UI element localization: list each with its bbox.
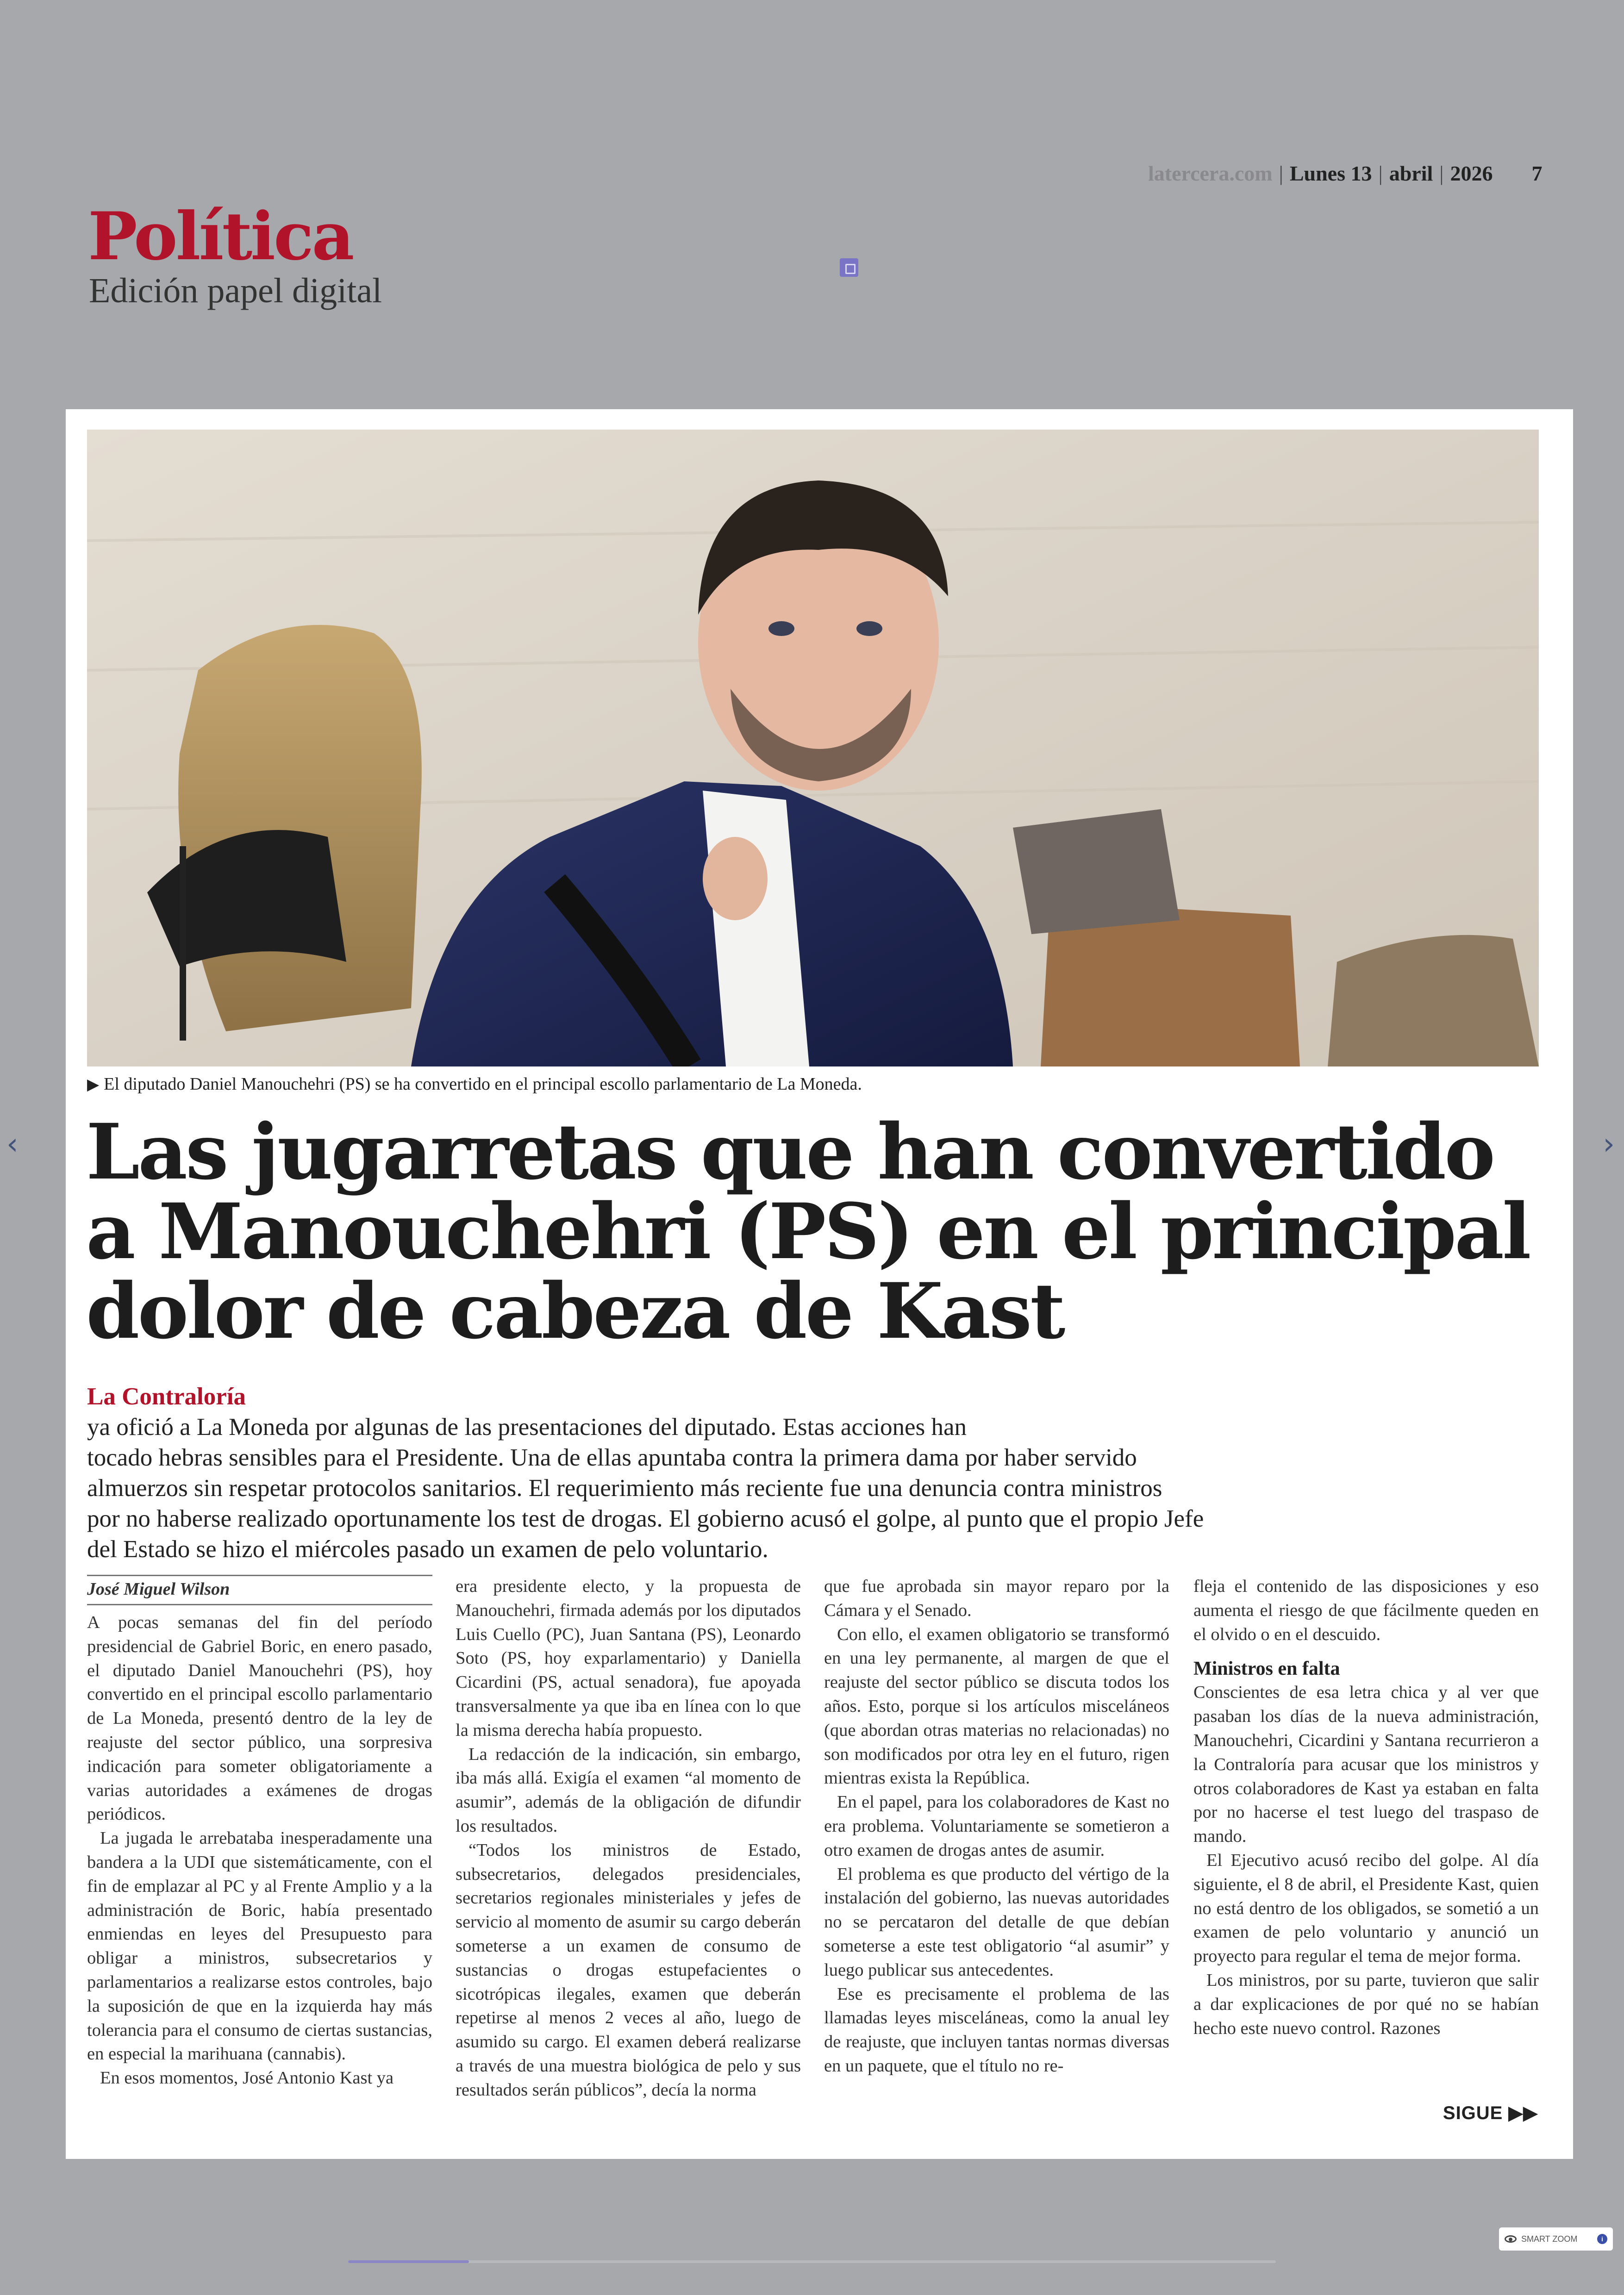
body-paragraph: El Ejecutivo acusó recibo del golpe. Al día siguiente, el 8 de abril, el Presidente Kast, quien no está dentro de los obligados, se sometió a un examen de pelo voluntario y anunció un proyecto para regular el tema de mejor forma. [1193,1850,1539,1966]
headline-line: dolor de cabeza de Kast [86,1266,1064,1356]
headline-line: a Manouchehri (PS) en el principal [86,1186,1530,1276]
site-name[interactable]: latercera.com [1148,162,1273,185]
smart-zoom-button[interactable] [1499,2227,1613,2251]
lede-line [87,1381,1448,1442]
body-paragraph: Con ello, el examen obligatorio se transformó en una ley permanente, al margen de que el reajuste del sector público se discuta todos los años. Esto, porque si los artículos misceláneos (que abordan otras materias no relacionadas) no son modificados por otra ley en el futuro, rigen mientras exista la República. [824,1624,1169,1788]
progress-fill [348,2260,469,2263]
divider: | [1439,162,1444,185]
body-paragraph: El problema es que producto del vértigo de la instalación del gobierno, las nuevas autoridades no se percataron del detalle de que debían someterse a este test obligatorio “al asumir” y luego publicar sus antecedentes. [824,1864,1169,1980]
body-paragraph: En esos momentos, José Antonio Kast ya [100,2068,394,2088]
body-paragraph: A pocas semanas del fin del período presidencial de Gabriel Boric, en enero pasado, el diputado Daniel Manouchehri (PS), hoy convertido en el principal escollo parlamentario de La Moneda, presentó dentro de la ley de reajuste del sector público, una sorpresiva indicación para someter obligatoriamente a varias autoridades a exámenes de drogas periódicos. [87,1613,432,1824]
body-paragraph: La jugada le arrebataba inesperadamente una bandera a la UDI que sistemáticamente, con el fin de emplazar al PC y al Frente Amplio y a la administración de Boric, había presentado enmiendas en leyes del Presupuesto para obligar a ministros, subsecretarios y parlamentarios a realizarse estos controles, bajo la suposición de que en la izquierda hay más tolerancia para el consumo de ciertas sustancias, en especial la marihuana (cannabis). [87,1828,432,2064]
lede [87,1381,1448,1565]
previous-page-button[interactable]: ‹ [6,1127,19,1161]
lede-text: ya ofició a La Moneda por algunas de las presentaciones del diputado. Estas acciones han [87,1414,967,1441]
article-page [66,409,1573,2159]
section-title: Política [88,198,353,275]
body-paragraph: Los ministros, por su parte, tuvieron que salir a dar explicaciones de por qué no se habían hecho este nuevo control. Razones [1193,1970,1539,2038]
info-icon[interactable]: i [1597,2234,1607,2244]
divider: | [1279,162,1283,185]
page-number: 7 [1531,162,1543,185]
page-marker-icon[interactable] [840,258,858,277]
body-paragraph: Conscientes de esa letra chica y al ver que pasaban los días de la nueva administración, Manouchehri, Cicardini y Santana recurrieron a la Contraloría para acusar que los ministros y otros colaboradores de Kast ya estaban en falta por no hacerse el test luego del traspaso de mando. [1193,1683,1539,1846]
lede-line: por no haberse realizado oportunamente los test de drogas. El gobierno acusó el golpe, al punto que el propio Jefe [87,1505,1204,1532]
body-paragraph: era presidente electo, y la propuesta de Manouchehri, firmada además por los diputados Luis Cuello (PC), Juan Santana (PS), Leonardo Soto (PS, hoy exparlamentario) y Daniella Cicardini (PS, actual senadora), fue apoyada transversalmente ya que iba en línea con lo que la misma derecha había propuesto. [456,1577,801,1740]
edition-month: abril [1389,162,1433,185]
article-photo [87,430,1539,1066]
headline [86,1107,1530,1356]
photo-illustration [87,430,1539,1066]
photo-caption [87,1074,862,1094]
edition-meta [1148,161,1565,186]
lede-line: almuerzos sin respetar protocolos sanitarios. El requerimiento más reciente fue una denuncia contra ministros [87,1475,1162,1502]
body-paragraph: La redacción de la indicación, sin embargo, iba más allá. Exigía el examen “al momento de asumir”, además de la obligación de difundir los resultados. [456,1744,801,1836]
headline-line: Las jugarretas que han convertido [86,1107,1494,1197]
article-body [87,1575,1539,2121]
byline: José Miguel Wilson [87,1575,432,1605]
lede-line: del Estado se hizo el miércoles pasado un examen de pelo voluntario. [87,1536,768,1563]
body-column-3 [824,1575,1169,2078]
body-paragraph: Ese es precisamente el problema de las llamadas leyes misceláneas, como la anual ley de reajuste, que incluyen tantas normas diversas en un paquete, que el título no re- [824,1984,1169,2076]
body-paragraph: fleja el contenido de las disposiciones y eso aumenta el riesgo de que fácilmente queden en el olvido o en el descuido. [1193,1577,1539,1644]
caption-arrow-icon: ▶ [87,1076,100,1093]
body-column-1 [87,1575,432,2090]
eye-icon [1505,2235,1517,2243]
subheading: Ministros en falta [1193,1658,1340,1680]
continue-label: SIGUE ▶▶ [1443,2103,1538,2123]
lede-kicker: La Contraloría [87,1383,246,1410]
lede-line: tocado hebras sensibles para el Presidente. Una de ellas apuntaba contra la primera dama por haber servido [87,1444,1137,1471]
caption-text: El diputado Daniel Manouchehri (PS) se ha convertido en el principal escollo parlamentario de La Moneda. [104,1074,862,1094]
edition-year: 2026 [1450,162,1493,185]
edition-day: Lunes 13 [1289,162,1372,185]
divider: | [1378,162,1383,185]
smart-zoom-label: SMART ZOOM [1521,2234,1578,2244]
section-subtitle: Edición papel digital [89,271,382,310]
next-page-button[interactable]: › [1603,1127,1615,1161]
body-paragraph: “Todos los ministros de Estado, subsecretarios, delegados presidenciales, secretarios regionales ministeriales y jefes de servicio al momento de asumir su cargo deberán someterse a un examen de consumo de sustancias o drogas estupefacientes o sicotrópicas ilegales, examen que deberán repetirse al menos 2 veces al año, luego de asumido su cargo. El examen deberá realizarse a través de una muestra biológica de pelo y sus resultados serán públicos”, decía la norma [456,1840,801,2100]
body-column-4 [1193,1575,1539,2040]
body-column-2 [456,1575,801,2102]
body-paragraph: que fue aprobada sin mayor reparo por la Cámara y el Senado. [824,1577,1169,1620]
body-paragraph: En el papel, para los colaboradores de Kast no era problema. Voluntariamente se sometieron a otro examen de drogas antes de asumir. [824,1792,1169,1860]
page-progress-bar[interactable] [348,2260,1276,2263]
